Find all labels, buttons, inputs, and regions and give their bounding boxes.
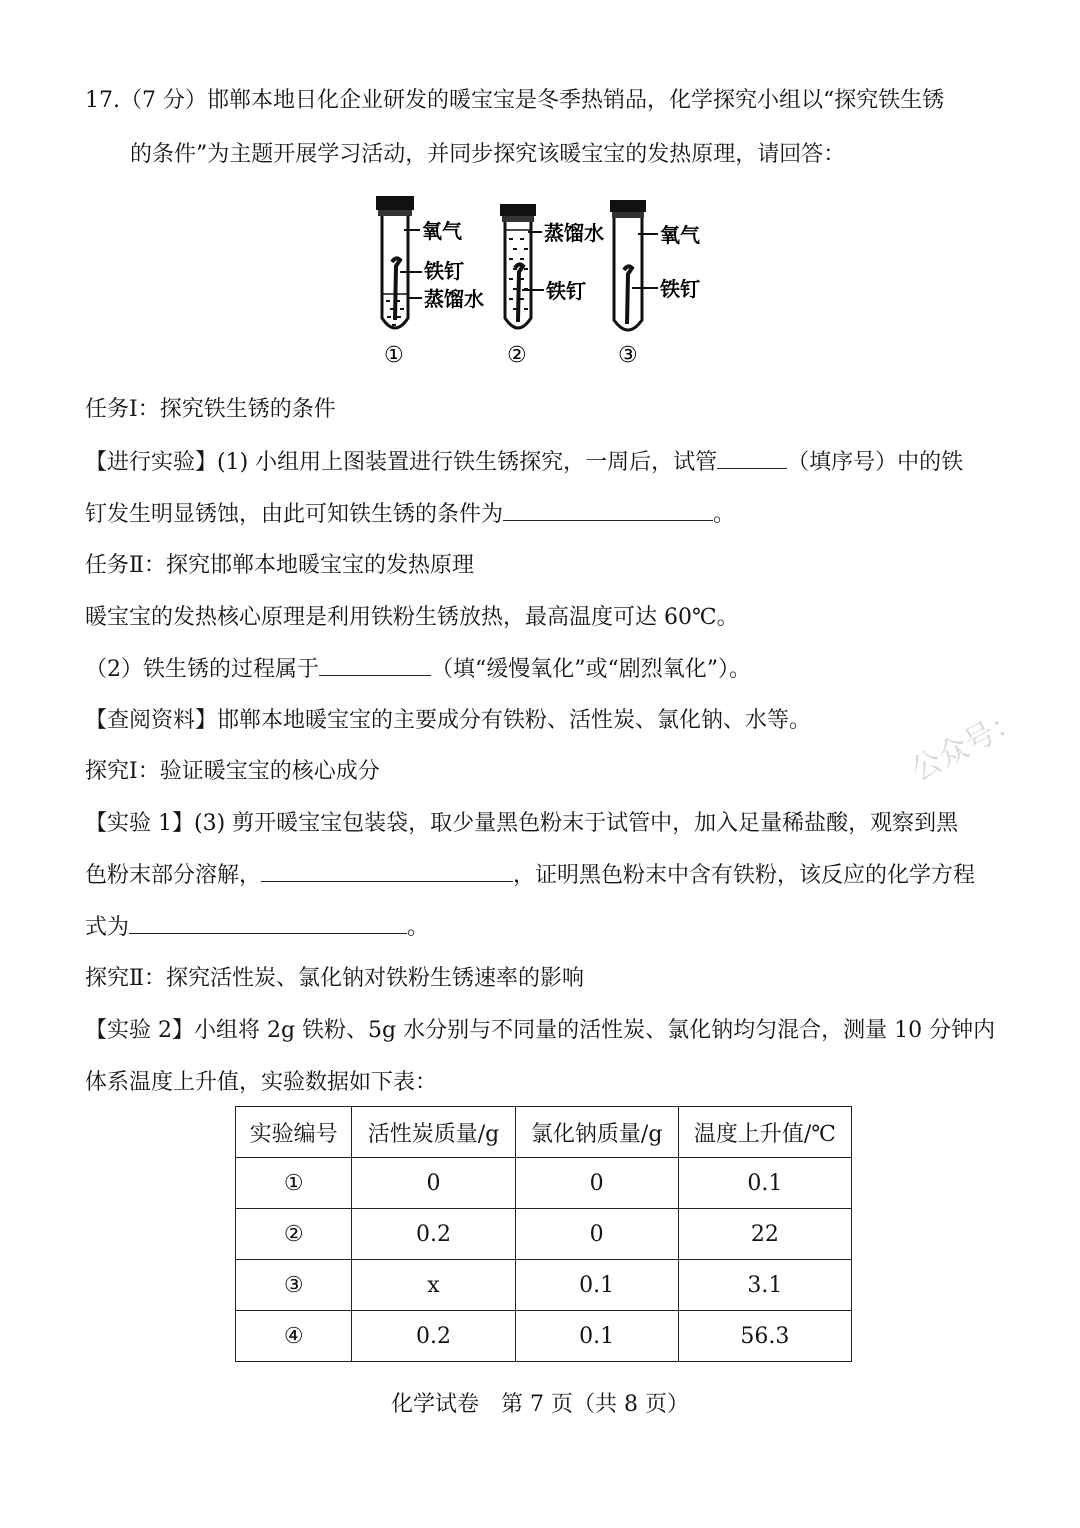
tube3-label-nail: 铁钉 (660, 277, 700, 301)
question1-text-c: 钉发生明显锈蚀，由此可知铁生锈的条件为 (85, 502, 504, 527)
experiment1-end: 。 (407, 915, 430, 940)
table-row (236, 1158, 852, 1209)
table-header: 实验编号 (236, 1107, 352, 1158)
question1-end: 。 (713, 502, 736, 527)
experiment1-text-b: ，证明黑色粉末中含有铁粉，该反应的化学方程 (513, 863, 976, 888)
experiment1-line1: 【实验 1】(3) 剪开暖宝宝包装袋，取少量黑色粉末于试管中，加入足量稀盐酸，观察到黑 (85, 811, 959, 836)
test-tube-1 (376, 196, 484, 368)
test-tube-figure (360, 190, 720, 370)
tube1-number: ① (384, 343, 404, 368)
table-cell: x (352, 1260, 515, 1311)
tube1-label-oxygen: 氧气 (422, 219, 462, 243)
experiment1-text-a: 色粉末部分溶解， (85, 863, 262, 888)
table-cell: 22 (678, 1209, 851, 1260)
explore1-heading: 探究Ⅰ：验证暖宝宝的核心成分 (85, 759, 380, 784)
question-intro-line2: 的条件”为主题开展学习活动，并同步探究该暖宝宝的发热原理，请回答： (130, 142, 846, 167)
task1-heading: 任务Ⅰ：探究铁生锈的条件 (85, 397, 336, 422)
table-cell: 56.3 (678, 1311, 851, 1362)
experiment2-line2: 体系温度上升值，实验数据如下表： (85, 1070, 438, 1095)
tube3-label-oxygen: 氧气 (660, 223, 700, 247)
experiment-data-table (235, 1106, 852, 1362)
tube2-label-nail: 铁钉 (546, 279, 586, 303)
table-header: 氯化钠质量/g (515, 1107, 678, 1158)
table-cell: 0.1 (515, 1260, 678, 1311)
table-cell: 3.1 (678, 1260, 851, 1311)
table-header-row (236, 1107, 852, 1158)
answer-blank-4[interactable] (261, 861, 513, 882)
tube3-number: ③ (618, 343, 638, 368)
test-tube-2 (500, 204, 604, 368)
reference-text: 【查阅资料】邯郸本地暖宝宝的主要成分有铁粉、活性炭、氯化钠、水等。 (85, 708, 812, 733)
table-row (236, 1209, 852, 1260)
question2-text-b: （填“缓慢氧化”或“剧烈氧化”）。 (431, 657, 751, 682)
table-cell: ③ (236, 1260, 352, 1311)
table-cell: 0.2 (352, 1311, 515, 1362)
experiment1-line3 (85, 913, 429, 943)
experiment1-text-c: 式为 (85, 915, 130, 940)
question1-line2 (85, 500, 735, 530)
table-cell: 0 (515, 1209, 678, 1260)
table-cell: 0 (515, 1158, 678, 1209)
task2-heading: 任务Ⅱ：探究邯郸本地暖宝宝的发热原理 (85, 553, 474, 578)
test-tube-3 (610, 200, 700, 368)
answer-blank-1[interactable] (717, 448, 787, 469)
answer-blank-5[interactable] (129, 913, 407, 934)
answer-blank-3[interactable] (319, 655, 431, 676)
table-row (236, 1260, 852, 1311)
answer-blank-2[interactable] (503, 500, 713, 521)
question2-line (85, 655, 751, 685)
experiment2-line1: 【实验 2】小组将 2g 铁粉、5g 水分别与不同量的活性炭、氯化钠均匀混合，测量 10 分钟内 (85, 1018, 996, 1043)
question1-text-a: 【进行实验】(1) 小组用上图装置进行铁生锈探究，一周后，试管 (85, 450, 718, 475)
experiment1-line2 (85, 861, 975, 891)
tube2-number: ② (507, 343, 527, 368)
question1-text-b: （填序号）中的铁 (787, 450, 964, 475)
question1-line1 (85, 448, 963, 478)
table-header: 活性炭质量/g (352, 1107, 515, 1158)
table-cell: 0.1 (678, 1158, 851, 1209)
principle-text: 暖宝宝的发热核心原理是利用铁粉生锈放热，最高温度可达 60℃。 (85, 605, 739, 630)
tube1-label-water: 蒸馏水 (424, 287, 484, 311)
tube2-label-water: 蒸馏水 (544, 221, 604, 245)
table-row (236, 1311, 852, 1362)
table-cell: ① (236, 1158, 352, 1209)
table-cell: 0.2 (352, 1209, 515, 1260)
watermark: 公众号： (905, 701, 1028, 789)
page-footer: 化学试卷 第 7 页（共 8 页） (391, 1392, 689, 1417)
table-cell: 0.1 (515, 1311, 678, 1362)
table-cell: ④ (236, 1311, 352, 1362)
table-cell: ② (236, 1209, 352, 1260)
explore2-heading: 探究Ⅱ：探究活性炭、氯化钠对铁粉生锈速率的影响 (85, 966, 584, 991)
question-intro-line1: 17.（7 分）邯郸本地日化企业研发的暖宝宝是冬季热销品，化学探究小组以“探究铁生锈 (85, 88, 945, 113)
table-header: 温度上升值/℃ (678, 1107, 851, 1158)
tube1-label-nail: 铁钉 (424, 259, 464, 283)
table-cell: 0 (352, 1158, 515, 1209)
question2-text-a: （2）铁生锈的过程属于 (85, 657, 319, 682)
